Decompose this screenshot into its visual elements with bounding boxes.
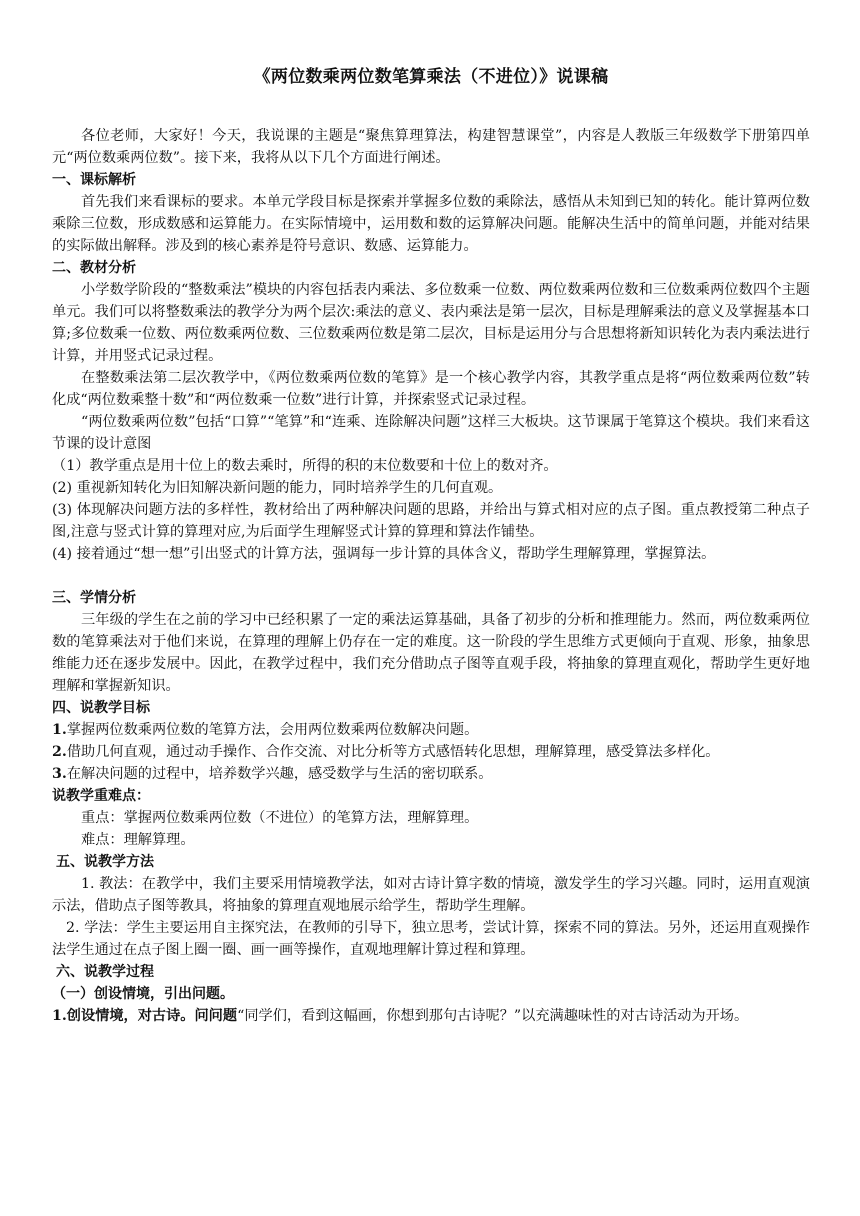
process-step-text: “同学们，看到这幅画，你想到那句古诗呢？”以充满趣味性的对古诗活动为开场。 [237, 1008, 749, 1024]
goal-number: 1. [52, 722, 67, 738]
design-item: (3) 体现解决问题方法的多样性，教材给出了两种解决问题的思路，并给出与算式相对应的点子图。重点教授第二种点子图,注意与竖式计算的算理对应,为后面学生理解竖式计算的算理和算法作铺垫。 [52, 502, 810, 540]
goal-number: 2. [52, 744, 67, 760]
goal-text: 掌握两位数乘两位数的笔算方法，会用两位数乘两位数解决问题。 [66, 722, 479, 738]
textbook-paragraph-3: “两位数乘两位数”包括“口算”“笔算”和“连乘、连除解决问题”这样三大板块。这节课属于笔算这个模块。我们来看这节课的设计意图 [52, 414, 810, 452]
teaching-method: 1. 教法：在教学中，我们主要采用情境教学法，如对古诗计算字数的情境，激发学生的学习兴趣。同时，运用直观演示法，借助点子图等教具，将抽象的算理直观地展示给学生，帮助学生理解。 [52, 876, 810, 914]
intro-paragraph: 各位老师，大家好！今天，我说课的主题是“聚焦算理算法，构建智慧课堂”，内容是人教版三年级数学下册第四单元“两位数乘两位数”。接下来，我将从以下几个方面进行阐述。 [52, 128, 810, 166]
key-points-heading: 说教学重难点： [52, 788, 150, 804]
design-item: (2) 重视新知转化为旧知解决新问题的能力，同时培养学生的几何直观。 [52, 480, 503, 496]
goal-text: 借助几何直观，通过动手操作、合作交流、对比分析等方式感悟转化思想，理解算理，感受算法多样化。 [66, 744, 720, 760]
section-heading-curriculum: 一、课标解析 [52, 172, 136, 188]
document-title: 《两位数乘两位数笔算乘法（不进位）》说课稿 [253, 67, 609, 87]
goal-item [52, 763, 810, 785]
process-step [52, 1005, 810, 1027]
process-step-title: 1.创设情境，对古诗。问问题 [52, 1008, 238, 1024]
section-heading-goals: 四、说教学目标 [52, 700, 150, 716]
section-heading-process: 六、说教学过程 [56, 964, 154, 980]
key-point: 重点：掌握两位数乘两位数（不进位）的笔算方法，理解算理。 [81, 810, 479, 826]
section-heading-methods: 五、说教学方法 [56, 854, 154, 870]
curriculum-paragraph: 首先我们来看课标的要求。本单元学段目标是探索并掌握多位数的乘除法，感悟从未知到已知的转化。能计算两位数乘除三位数，形成数感和运算能力。在实际情境中，运用数和数的运算解决问题。能解决生活中的简单问题，并能对结果的实际做出解释。涉及到的核心素养是符号意识、数感、运算能力。 [52, 194, 810, 254]
goal-text: 在解决问题的过程中，培养数学兴趣，感受数学与生活的密切联系。 [66, 766, 493, 782]
spacer [52, 565, 810, 587]
textbook-paragraph-2: 在整数乘法第二层次教学中，《两位数乘两位数的笔算》是一个核心教学内容，其教学重点是将“两位数乘两位数”转化成“两位数乘整十数”和“两位数乘一位数”进行计算，并探索竖式记录过程。 [52, 370, 810, 408]
goal-item [52, 741, 810, 763]
goal-item [52, 719, 810, 741]
document-page [52, 62, 810, 1027]
design-item: （1）教学重点是用十位上的数去乘时，所得的积的末位数要和十位上的数对齐。 [52, 458, 558, 474]
students-paragraph: 三年级的学生在之前的学习中已经积累了一定的乘法运算基础，具备了初步的分析和推理能力。然而，两位数乘两位数的笔算乘法对于他们来说，在算理的理解上仍存在一定的难度。这一阶段的学生思维方式更倾向于直观、形象，抽象思维能力还在逐步发展中。因此，在教学过程中，我们充分借助点子图等直观手段，将抽象的算理直观化，帮助学生更好地理解和掌握新知识。 [52, 612, 810, 694]
difficulty-point: 难点：理解算理。 [81, 832, 195, 848]
section-heading-students: 三、学情分析 [52, 590, 136, 606]
learning-method: 2. 学法：学生主要运用自主探究法，在教师的引导下，独立思考，尝试计算，探索不同的算法。另外，还运用直观操作法学生通过在点子图上圈一圈、画一画等操作，直观地理解计算过程和算理。 [52, 920, 810, 958]
goal-number: 3. [52, 766, 67, 782]
design-item: (4) 接着通过“想一想”引出竖式的计算方法，强调每一步计算的具体含义，帮助学生理解算理，掌握算法。 [52, 546, 716, 562]
section-heading-textbook: 二、教材分析 [52, 260, 136, 276]
subsection-heading: （一）创设情境，引出问题。 [52, 986, 234, 1002]
textbook-paragraph-1: 小学数学阶段的“整数乘法”模块的内容包括表内乘法、多位数乘一位数、两位数乘两位数和三位数乘两位数四个主题单元。我们可以将整数乘法的教学分为两个层次:乘法的意义、表内乘法是第一层次，目标是理解乘法的意义及掌握基本口算;多位数乘一位数、两位数乘两位数、三位数乘两位数是第二层次，目标是运用分与合思想将新知识转化为表内乘法进行计算，并用竖式记录过程。 [52, 282, 810, 364]
